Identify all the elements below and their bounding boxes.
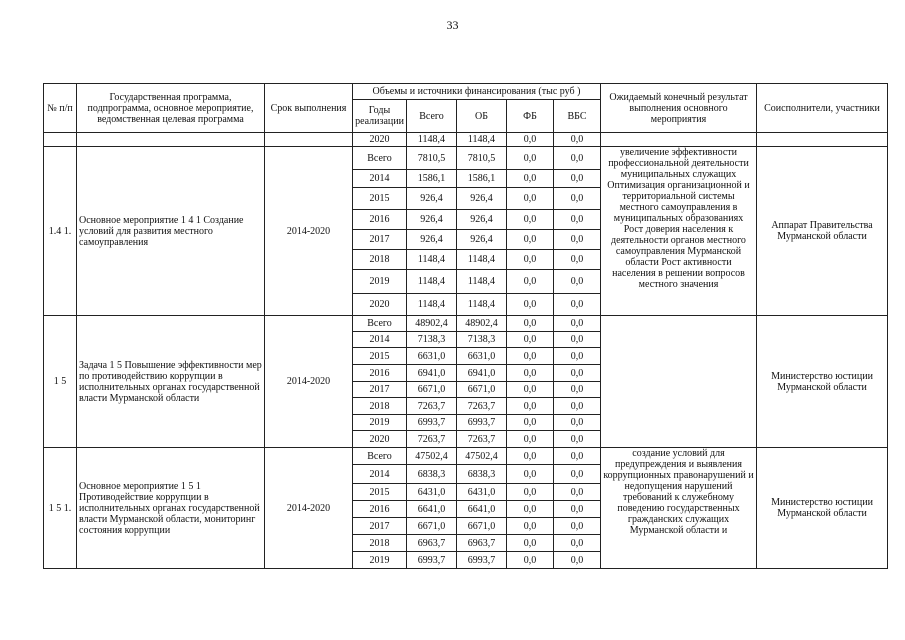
total-cell: 926,4 [407,230,457,250]
vbs-cell: 0,0 [554,552,601,569]
fb-cell: 0,0 [507,535,554,552]
total-cell: 6993,7 [407,415,457,431]
year-cell: Всего [353,448,407,465]
fb-cell: 0,0 [507,465,554,484]
total-cell: 7810,5 [407,147,457,170]
vbs-cell: 0,0 [554,465,601,484]
header-ob: ОБ [457,100,507,133]
total-cell: 7138,3 [407,332,457,348]
fb-cell: 0,0 [507,210,554,230]
total-cell: 1586,1 [407,170,457,188]
fb-cell: 0,0 [507,332,554,348]
year-cell: 2018 [353,535,407,552]
ob-cell: 1586,1 [457,170,507,188]
row-number: 1 5 [44,316,77,448]
vbs-cell: 0,0 [554,501,601,518]
program-name [77,133,265,147]
year-cell: 2020 [353,133,407,147]
row-number [44,133,77,147]
period: 2014-2020 [265,448,353,569]
table-row [44,316,888,332]
program-table [43,83,888,569]
vbs-cell: 0,0 [554,188,601,210]
year-cell: 2014 [353,332,407,348]
ob-cell: 1148,4 [457,270,507,294]
ob-cell: 6838,3 [457,465,507,484]
ob-cell: 1148,4 [457,250,507,270]
fb-cell: 0,0 [507,448,554,465]
expected-result [601,316,757,448]
fb-cell: 0,0 [507,188,554,210]
vbs-cell: 0,0 [554,316,601,332]
total-cell: 1148,4 [407,270,457,294]
vbs-cell: 0,0 [554,294,601,316]
vbs-cell: 0,0 [554,535,601,552]
ob-cell: 6963,7 [457,535,507,552]
ob-cell: 47502,4 [457,448,507,465]
fb-cell: 0,0 [507,250,554,270]
total-cell: 1148,4 [407,250,457,270]
vbs-cell: 0,0 [554,448,601,465]
year-cell: 2017 [353,518,407,535]
period: 2014-2020 [265,147,353,316]
fb-cell: 0,0 [507,518,554,535]
vbs-cell: 0,0 [554,332,601,348]
fb-cell: 0,0 [507,294,554,316]
ob-cell: 1148,4 [457,133,507,147]
total-cell: 7263,7 [407,431,457,448]
year-cell: Всего [353,147,407,170]
vbs-cell: 0,0 [554,170,601,188]
year-cell: 2017 [353,382,407,398]
fb-cell: 0,0 [507,270,554,294]
total-cell: 6993,7 [407,552,457,569]
ob-cell: 6993,7 [457,552,507,569]
year-cell: 2016 [353,365,407,382]
fb-cell: 0,0 [507,170,554,188]
ob-cell: 926,4 [457,188,507,210]
vbs-cell: 0,0 [554,230,601,250]
year-cell: 2017 [353,230,407,250]
fb-cell: 0,0 [507,230,554,250]
total-cell: 926,4 [407,188,457,210]
fb-cell: 0,0 [507,133,554,147]
total-cell: 6963,7 [407,535,457,552]
ob-cell: 7263,7 [457,398,507,415]
total-cell: 7263,7 [407,398,457,415]
row-number: 1.4 1. [44,147,77,316]
year-cell: 2015 [353,348,407,365]
header-financing: Объемы и источники финансирования (тыс руб ) [353,84,601,100]
year-cell: 2015 [353,484,407,501]
header-executors: Соисполнители, участники [757,84,888,133]
ob-cell: 6941,0 [457,365,507,382]
total-cell: 6671,0 [407,382,457,398]
header-num: № п/п [44,84,77,133]
total-cell: 6671,0 [407,518,457,535]
expected-result: создание условий для предупреждения и выявления коррупционных правонарушений и недопущения нарушений требований к служебному поведению государственных гражданских служащих Мурманской области и [601,448,757,569]
header-period: Срок выполнения [265,84,353,133]
header-years: Годы реализации [353,100,407,133]
ob-cell: 7263,7 [457,431,507,448]
vbs-cell: 0,0 [554,348,601,365]
ob-cell: 6431,0 [457,484,507,501]
vbs-cell: 0,0 [554,484,601,501]
ob-cell: 6993,7 [457,415,507,431]
year-cell: 2018 [353,398,407,415]
total-cell: 926,4 [407,210,457,230]
year-cell: 2018 [353,250,407,270]
fb-cell: 0,0 [507,382,554,398]
vbs-cell: 0,0 [554,147,601,170]
total-cell: 1148,4 [407,294,457,316]
total-cell: 6431,0 [407,484,457,501]
fb-cell: 0,0 [507,552,554,569]
total-cell: 6631,0 [407,348,457,365]
expected-result [601,133,757,147]
page-number: 33 [446,18,459,32]
year-cell: 2016 [353,210,407,230]
ob-cell: 6671,0 [457,382,507,398]
fb-cell: 0,0 [507,398,554,415]
vbs-cell: 0,0 [554,210,601,230]
table-body [44,133,888,569]
executor: Министерство юстиции Мурманской области [757,448,888,569]
fb-cell: 0,0 [507,365,554,382]
fb-cell: 0,0 [507,484,554,501]
ob-cell: 48902,4 [457,316,507,332]
year-cell: 2020 [353,431,407,448]
ob-cell: 926,4 [457,210,507,230]
period: 2014-2020 [265,316,353,448]
expected-result: увеличение эффективности профессиональной деятельности муниципальных служащих Оптимизация организационной и территориальной системы местного самоуправления в муниципальных образованиях Рост доверия населения к деятельности органов местного самоуправления Мурманской области Рост активности населения в решении вопросов местного значения [601,147,757,316]
period [265,133,353,147]
program-name: Основное мероприятие 1 4 1 Создание условий для развития местного самоуправления [77,147,265,316]
total-cell: 6941,0 [407,365,457,382]
fb-cell: 0,0 [507,501,554,518]
fb-cell: 0,0 [507,415,554,431]
executor: Аппарат Правительства Мурманской области [757,147,888,316]
ob-cell: 6631,0 [457,348,507,365]
row-number: 1 5 1. [44,448,77,569]
total-cell: 6641,0 [407,501,457,518]
vbs-cell: 0,0 [554,518,601,535]
vbs-cell: 0,0 [554,365,601,382]
ob-cell: 926,4 [457,230,507,250]
vbs-cell: 0,0 [554,398,601,415]
table-row [44,448,888,465]
table-row [44,133,888,147]
executor: Министерство юстиции Мурманской области [757,316,888,448]
vbs-cell: 0,0 [554,431,601,448]
header-program: Государственная программа, подпрограмма, основное мероприятие, ведомственная целевая программа [77,84,265,133]
vbs-cell: 0,0 [554,250,601,270]
fb-cell: 0,0 [507,348,554,365]
year-cell: 2019 [353,270,407,294]
fb-cell: 0,0 [507,316,554,332]
ob-cell: 6671,0 [457,518,507,535]
year-cell: 2016 [353,501,407,518]
vbs-cell: 0,0 [554,133,601,147]
year-cell: 2019 [353,415,407,431]
ob-cell: 6641,0 [457,501,507,518]
year-cell: Всего [353,316,407,332]
program-name: Задача 1 5 Повышение эффективности мер по противодействию коррупции в исполнительных органах государственной власти Мурманской области [77,316,265,448]
vbs-cell: 0,0 [554,270,601,294]
header-total: Всего [407,100,457,133]
year-cell: 2014 [353,170,407,188]
ob-cell: 7810,5 [457,147,507,170]
year-cell: 2020 [353,294,407,316]
program-name: Основное мероприятие 1 5 1 Противодействие коррупции в исполнительных органах государственной власти Мурманской области, мониторинг состояния коррупции [77,448,265,569]
header-row-1 [44,84,888,100]
year-cell: 2019 [353,552,407,569]
year-cell: 2015 [353,188,407,210]
year-cell: 2014 [353,465,407,484]
header-result: Ожидаемый конечный результат выполнения основного мероприятия [601,84,757,133]
executor [757,133,888,147]
total-cell: 47502,4 [407,448,457,465]
total-cell: 1148,4 [407,133,457,147]
header-fb: ФБ [507,100,554,133]
header-vbs: ВБС [554,100,601,133]
vbs-cell: 0,0 [554,382,601,398]
ob-cell: 7138,3 [457,332,507,348]
ob-cell: 1148,4 [457,294,507,316]
total-cell: 6838,3 [407,465,457,484]
fb-cell: 0,0 [507,147,554,170]
total-cell: 48902,4 [407,316,457,332]
vbs-cell: 0,0 [554,415,601,431]
fb-cell: 0,0 [507,431,554,448]
table-row [44,147,888,170]
